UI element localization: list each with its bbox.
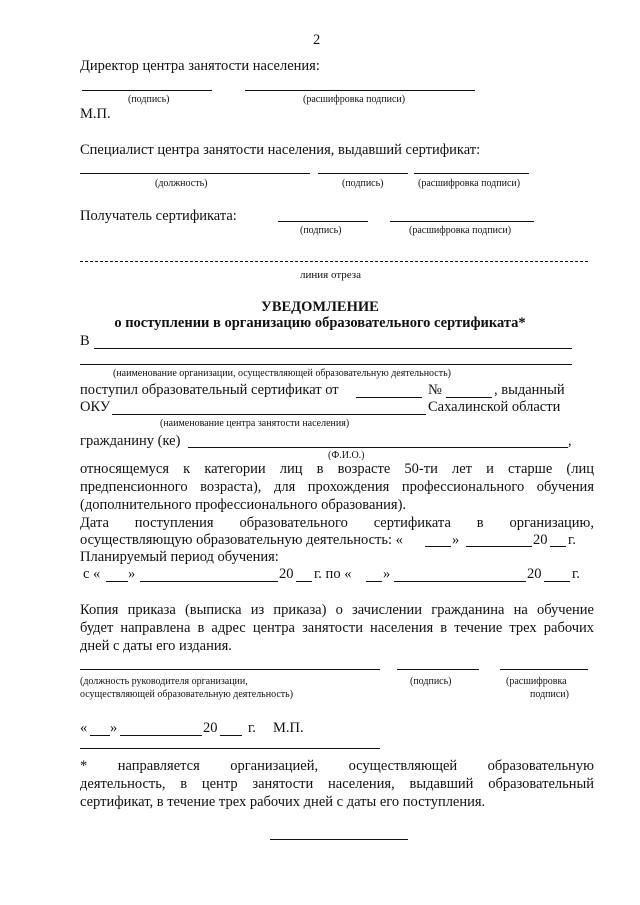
period-from-year-line[interactable] <box>296 581 312 582</box>
footnote-line: деятельность, в центр занятости населения, выдавший образовательный <box>80 776 594 792</box>
received-date-line[interactable] <box>356 397 422 398</box>
period-to-month-line[interactable] <box>394 581 526 582</box>
footnote-line: * направляется организацией, осуществляющей образовательную <box>80 758 594 774</box>
receipt-month-line[interactable] <box>466 546 532 547</box>
period-to-year-line[interactable] <box>544 581 570 582</box>
recipient-decode-caption: (расшифровка подписи) <box>409 225 512 236</box>
recipient-signature-line[interactable] <box>278 221 368 222</box>
sign-date-day-line[interactable] <box>90 735 110 736</box>
footnote-line: сертификат, в течение трех рабочих дней с даты его поступления. <box>80 794 486 810</box>
category-paragraph-line: относящемуся к категории лиц в возрасте 50-ти лет и старше (лиц <box>80 461 594 477</box>
specialist-position-line[interactable] <box>80 173 310 174</box>
receipt-year-prefix: 20 <box>533 532 548 548</box>
org-name-line-1[interactable] <box>94 348 572 349</box>
category-paragraph-line: (дополнительного профессионального образования). <box>80 497 407 513</box>
notice-title: УВЕДОМЛЕНИЕ <box>261 299 379 315</box>
head-decode-line[interactable] <box>500 669 588 670</box>
period-from-label: с « <box>83 566 101 582</box>
org-name-line-2[interactable] <box>80 364 572 365</box>
sign-date-quote-open: « <box>80 720 88 736</box>
category-paragraph-line: предпенсионного возраста), для прохождения профессионального обучения <box>80 479 594 495</box>
fio-caption: (Ф.И.О.) <box>328 450 365 461</box>
recipient-title: Получатель сертификата: <box>80 208 237 224</box>
receipt-date-line: Дата поступления образовательного сертификата в организацию, <box>80 515 594 531</box>
sign-date-quote-close: » <box>110 720 118 736</box>
head-position-caption-2: осуществляющей образовательную деятельность) <box>80 689 294 700</box>
notice-subtitle: о поступлении в организацию образовательного сертификата* <box>114 315 526 331</box>
cut-line <box>80 261 588 262</box>
receipt-quote-close: » <box>452 532 460 548</box>
period-from-day-line[interactable] <box>106 581 128 582</box>
received-from-label: поступил образовательный сертификат от <box>80 382 339 398</box>
certificate-number-line[interactable] <box>446 397 492 398</box>
receipt-day-line[interactable] <box>425 546 451 547</box>
director-decode-caption: (расшифровка подписи) <box>303 94 406 105</box>
director-decode-line[interactable] <box>245 90 475 91</box>
period-to-quote: » <box>383 566 391 582</box>
period-title: Планируемый период обучения: <box>80 549 279 565</box>
footnote-separator <box>80 748 380 749</box>
receipt-year-suffix: г. <box>568 532 576 548</box>
period-to-label: г. по « <box>314 566 352 582</box>
number-sign: № <box>428 382 442 398</box>
period-to-year-suffix: г. <box>572 566 580 582</box>
head-decode-caption-1: (расшифровка <box>506 676 567 687</box>
specialist-signature-caption: (подпись) <box>342 178 384 189</box>
head-position-line[interactable] <box>80 669 380 670</box>
period-from-quote: » <box>128 566 136 582</box>
specialist-decode-caption: (расшифровка подписи) <box>418 178 521 189</box>
director-stamp: М.П. <box>80 106 111 122</box>
specialist-position-caption: (должность) <box>155 178 208 189</box>
period-to-year-prefix: 20 <box>527 566 542 582</box>
period-from-year-prefix: 20 <box>279 566 294 582</box>
notice-in-label: В <box>80 333 90 349</box>
copy-paragraph-line: будет направлена в адрес центра занятости населения в течение трех рабочих <box>80 620 594 636</box>
head-position-caption-1: (должность руководителя организации, <box>80 676 248 687</box>
sign-date-year-prefix: 20 <box>203 720 218 736</box>
citizen-comma: , <box>568 433 572 449</box>
sign-date-stamp: М.П. <box>273 720 304 736</box>
specialist-signature-line[interactable] <box>318 173 408 174</box>
receipt-date-label: осуществляющую образовательную деятельность: « <box>80 532 403 548</box>
region-label: Сахалинской области <box>428 399 561 415</box>
issued-label: , выданный <box>494 382 565 398</box>
bottom-line <box>270 839 408 840</box>
center-name-line[interactable] <box>112 414 426 415</box>
oku-label: ОКУ <box>80 399 111 415</box>
sign-date-year-suffix: г. <box>248 720 256 736</box>
cut-line-label: линия отреза <box>300 269 361 281</box>
period-to-day-line[interactable] <box>366 581 382 582</box>
director-signature-line[interactable] <box>82 90 212 91</box>
sign-date-year-line[interactable] <box>220 735 242 736</box>
sign-date-month-line[interactable] <box>120 735 202 736</box>
head-signature-caption: (подпись) <box>410 676 452 687</box>
specialist-title: Специалист центра занятости населения, выдавший сертификат: <box>80 142 481 158</box>
receipt-year-line[interactable] <box>550 546 566 547</box>
center-caption: (наименование центра занятости населения) <box>160 418 350 429</box>
recipient-signature-caption: (подпись) <box>300 225 342 236</box>
head-decode-caption-2: подписи) <box>530 689 569 700</box>
head-signature-line[interactable] <box>397 669 479 670</box>
page-number: 2 <box>313 32 321 48</box>
copy-paragraph-line: дней с даты его издания. <box>80 638 232 654</box>
specialist-decode-line[interactable] <box>414 173 529 174</box>
period-from-month-line[interactable] <box>140 581 278 582</box>
recipient-decode-line[interactable] <box>390 221 534 222</box>
citizen-label: гражданину (ке) <box>80 433 181 449</box>
director-signature-caption: (подпись) <box>128 94 170 105</box>
org-caption: (наименование организации, осуществляющей образовательную деятельность) <box>113 368 451 379</box>
director-title: Директор центра занятости населения: <box>80 58 320 74</box>
copy-paragraph-line: Копия приказа (выписка из приказа) о зачислении гражданина на обучение <box>80 602 594 618</box>
citizen-name-line[interactable] <box>188 447 568 448</box>
